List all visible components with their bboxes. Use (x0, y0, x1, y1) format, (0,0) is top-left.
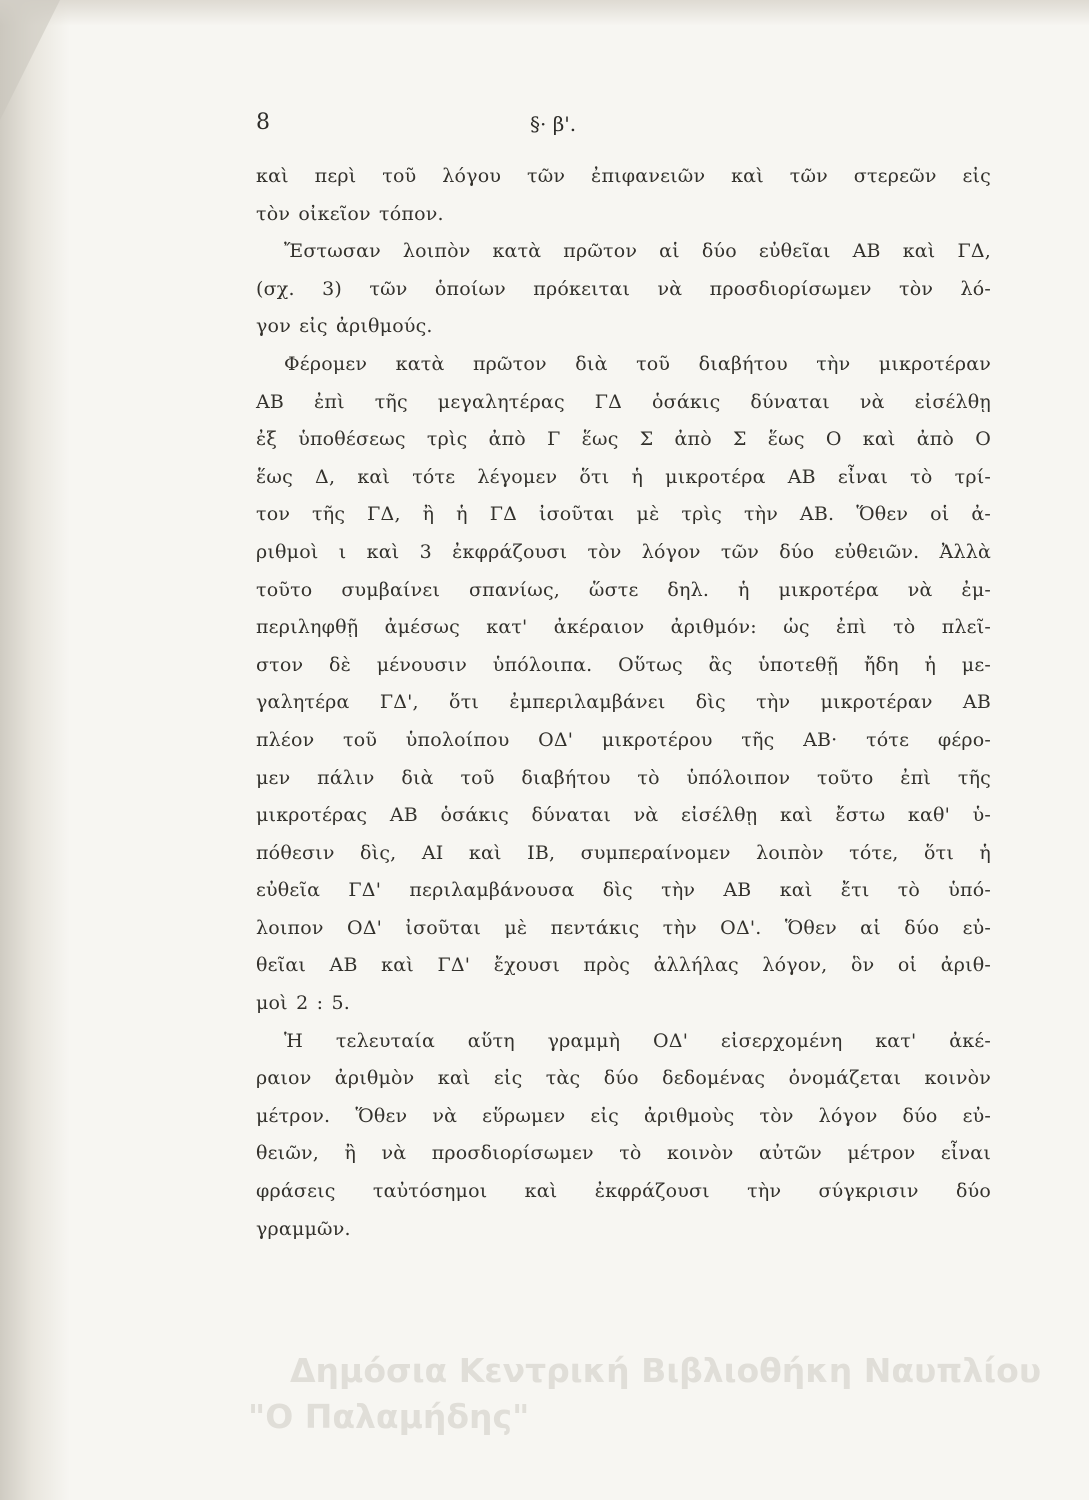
watermark-line-1: Δημόσια Κεντρική Βιβλιοθήκη Ναυπλίου (290, 1351, 1042, 1390)
paragraph (256, 158, 991, 233)
text-line: ΑΒ ἐπὶ τῆς μεγαλητέρας ΓΔ ὁσάκις δύναται νὰ εἰσέλθῃ (256, 390, 991, 413)
text-line: Φέρομεν κατὰ πρῶτον διὰ τοῦ διαβήτου τὴν μικροτέραν (284, 352, 991, 375)
text-line: (σχ. 3) τῶν ὁποίων πρόκειται νὰ προσδιορίσωμεν τὸν λό- (256, 277, 991, 300)
text-line: γραμμῶν. (256, 1217, 351, 1240)
text-line: περιληφθῇ ἀμέσως κατ' ἀκέραιον ἀριθμόν: ὡς ἐπὶ τὸ πλεῖ- (256, 616, 991, 639)
text-line: μικροτέρας ΑΒ ὁσάκις δύναται νὰ εἰσέλθῃ καὶ ἔστω καθ' ὑ- (256, 804, 991, 827)
paragraph (256, 346, 991, 1023)
text-line: Ἔστωσαν λοιπὸν κατὰ πρῶτον αἱ δύο εὐθεῖαι ΑΒ καὶ ΓΔ, (284, 240, 991, 263)
text-line: μοὶ 2 : 5. (256, 992, 350, 1015)
text-line: καὶ περὶ τοῦ λόγου τῶν ἐπιφανειῶν καὶ τῶν στερεῶν εἰς (256, 165, 991, 187)
binding-shadow (0, 0, 70, 1500)
paragraph (256, 1023, 991, 1249)
watermark-line-2: "Ο Παλαμήδης" (248, 1397, 530, 1436)
library-watermark (0, 1348, 1089, 1440)
text-line: τὸν οἰκεῖον τόπον. (256, 202, 444, 225)
paragraph (256, 233, 991, 346)
text-line: θεῖαι ΑΒ καὶ ΓΔ' ἔχουσι πρὸς ἀλλήλας λόγον, ὃν οἱ ἀριθ- (256, 954, 991, 977)
text-line: πόθεσιν δὶς, ΑΙ καὶ ΙΒ, συμπεραίνομεν λοιπὸν τότε, ὅτι ἡ (256, 841, 991, 864)
text-line: ἐξ ὑποθέσεως τρὶς ἀπὸ Γ ἕως Σ ἀπὸ Σ ἕως Ο καὶ ἀπὸ Ο (256, 428, 991, 451)
body-text (256, 158, 991, 1248)
top-edge-shadow (0, 0, 1089, 26)
text-line: γον εἰς ἀριθμούς. (256, 315, 433, 338)
text-line: μέτρον. Ὅθεν νὰ εὕρωμεν εἰς ἀριθμοὺς τὸν λόγον δύο εὐ- (256, 1104, 991, 1127)
page-number: 8 (256, 110, 270, 135)
section-heading: §· β'. (530, 112, 577, 136)
text-line: τον τῆς ΓΔ, ἢ ἡ ΓΔ ἰσοῦται μὲ τρὶς τὴν ΑΒ. Ὅθεν οἱ ἀ- (256, 503, 991, 526)
text-line: ριθμοὶ ι καὶ 3 ἐκφράζουσι τὸν λόγον τῶν δύο εὐθειῶν. Ἀλλὰ (256, 540, 991, 563)
text-line: στον δὲ μένουσιν ὑπόλοιπα. Οὕτως ἂς ὑποτεθῇ ἤδη ἡ με- (256, 653, 991, 676)
page-corner-fold (0, 0, 60, 120)
text-line: πλέον τοῦ ὑπολοίπου ΟΔ' μικροτέρου τῆς ΑΒ· τότε φέρο- (256, 728, 991, 751)
text-line: μεν πάλιν διὰ τοῦ διαβήτου τὸ ὑπόλοιπον τοῦτο ἐπὶ τῆς (256, 766, 991, 789)
text-line: εὐθεῖα ΓΔ' περιλαμβάνουσα δὶς τὴν ΑΒ καὶ ἔτι τὸ ὑπό- (256, 879, 991, 902)
text-line: Ἡ τελευταία αὕτη γραμμὴ ΟΔ' εἰσερχομένη κατ' ἀκέ- (284, 1029, 991, 1052)
text-line: λοιπον ΟΔ' ἰσοῦται μὲ πεντάκις τὴν ΟΔ'. Ὅθεν αἱ δύο εὐ- (256, 916, 991, 939)
text-line: φράσεις ταὐτόσημοι καὶ ἐκφράζουσι τὴν σύγκρισιν δύο (256, 1180, 991, 1203)
text-line: γαλητέρα ΓΔ', ὅτι ἐμπεριλαμβάνει δὶς τὴν μικροτέραν ΑΒ (256, 691, 991, 714)
text-line: ἕως Δ, καὶ τότε λέγομεν ὅτι ἡ μικροτέρα ΑΒ εἶναι τὸ τρί- (256, 465, 991, 488)
text-line: θειῶν, ἢ νὰ προσδιορίσωμεν τὸ κοινὸν αὐτῶν μέτρον εἶναι (256, 1142, 991, 1165)
text-line: ραιον ἀριθμὸν καὶ εἰς τὰς δύο δεδομένας ὀνομάζεται κοινὸν (256, 1067, 991, 1090)
text-line: τοῦτο συμβαίνει σπανίως, ὥστε δηλ. ἡ μικροτέρα νὰ ἐμ- (256, 578, 991, 601)
